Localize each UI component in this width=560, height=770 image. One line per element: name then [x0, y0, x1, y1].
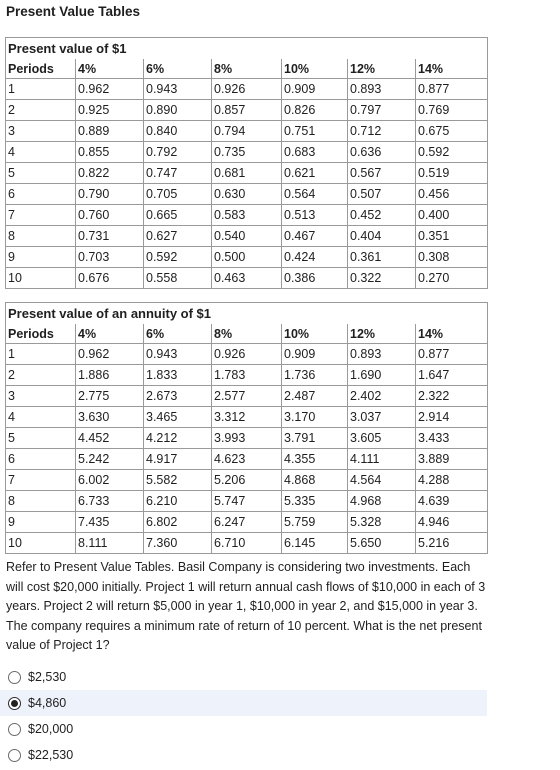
factor-cell: 0.540 — [212, 226, 282, 247]
table-row — [6, 142, 488, 163]
factor-cell: 3.312 — [212, 407, 282, 428]
period-cell: 7 — [6, 205, 76, 226]
table-row — [6, 344, 488, 365]
factor-cell: 3.465 — [144, 407, 212, 428]
factor-cell: 0.636 — [348, 142, 416, 163]
factor-cell: 0.797 — [348, 100, 416, 121]
rate-header: 14% — [416, 59, 488, 79]
factor-cell: 2.577 — [212, 386, 282, 407]
factor-cell: 0.962 — [76, 344, 144, 365]
page-title: Present Value Tables — [6, 4, 141, 19]
factor-cell: 0.926 — [212, 344, 282, 365]
factor-cell: 0.855 — [76, 142, 144, 163]
factor-cell: 0.386 — [282, 268, 348, 289]
factor-cell: 0.790 — [76, 184, 144, 205]
factor-cell: 3.433 — [416, 428, 488, 449]
rate-header: 4% — [76, 324, 144, 344]
factor-cell: 3.791 — [282, 428, 348, 449]
factor-cell: 0.404 — [348, 226, 416, 247]
table-row — [6, 365, 488, 386]
factor-cell: 5.650 — [348, 533, 416, 554]
factor-cell: 0.507 — [348, 184, 416, 205]
factor-cell: 5.216 — [416, 533, 488, 554]
period-cell: 4 — [6, 407, 76, 428]
factor-cell: 6.247 — [212, 512, 282, 533]
table-row — [6, 512, 488, 533]
factor-cell: 6.002 — [76, 470, 144, 491]
table-row — [6, 205, 488, 226]
option-label: $20,000 — [28, 722, 74, 736]
factor-cell: 0.890 — [144, 100, 212, 121]
factor-cell: 0.962 — [76, 79, 144, 100]
factor-cell: 0.909 — [282, 344, 348, 365]
factor-cell: 1.690 — [348, 365, 416, 386]
period-cell: 2 — [6, 365, 76, 386]
factor-cell: 0.361 — [348, 247, 416, 268]
rate-header: 10% — [282, 59, 348, 79]
factor-cell: 0.826 — [282, 100, 348, 121]
factor-cell: 0.943 — [144, 79, 212, 100]
factor-cell: 3.993 — [212, 428, 282, 449]
table-row — [6, 163, 488, 184]
period-cell: 1 — [6, 344, 76, 365]
rate-header: 10% — [282, 324, 348, 344]
period-cell: 6 — [6, 449, 76, 470]
factor-cell: 5.242 — [76, 449, 144, 470]
factor-cell: 2.775 — [76, 386, 144, 407]
table-row — [6, 470, 488, 491]
factor-cell: 6.802 — [144, 512, 212, 533]
table-title: Present value of an annuity of $1 — [6, 303, 488, 325]
factor-cell: 5.206 — [212, 470, 282, 491]
factor-cell: 3.170 — [282, 407, 348, 428]
answer-option[interactable] — [0, 716, 487, 742]
factor-cell: 1.886 — [76, 365, 144, 386]
radio-button[interactable] — [8, 723, 21, 736]
period-cell: 1 — [6, 79, 76, 100]
table-row — [6, 100, 488, 121]
factor-cell: 4.868 — [282, 470, 348, 491]
period-cell: 3 — [6, 121, 76, 142]
answer-option[interactable] — [0, 690, 487, 716]
factor-cell: 0.592 — [416, 142, 488, 163]
table-row — [6, 184, 488, 205]
period-cell: 7 — [6, 470, 76, 491]
periods-header: Periods — [6, 324, 76, 344]
factor-cell: 6.210 — [144, 491, 212, 512]
periods-header: Periods — [6, 59, 76, 79]
period-cell: 10 — [6, 268, 76, 289]
factor-cell: 0.564 — [282, 184, 348, 205]
radio-button[interactable] — [8, 671, 21, 684]
factor-cell: 0.456 — [416, 184, 488, 205]
factor-cell: 0.747 — [144, 163, 212, 184]
factor-cell: 5.328 — [348, 512, 416, 533]
option-label: $4,860 — [28, 696, 67, 710]
factor-cell: 0.665 — [144, 205, 212, 226]
factor-cell: 2.322 — [416, 386, 488, 407]
table-row — [6, 79, 488, 100]
factor-cell: 0.840 — [144, 121, 212, 142]
factor-cell: 0.683 — [282, 142, 348, 163]
factor-cell: 0.769 — [416, 100, 488, 121]
factor-cell: 0.424 — [282, 247, 348, 268]
period-cell: 2 — [6, 100, 76, 121]
factor-cell: 6.145 — [282, 533, 348, 554]
factor-cell: 0.705 — [144, 184, 212, 205]
factor-cell: 5.747 — [212, 491, 282, 512]
factor-cell: 3.630 — [76, 407, 144, 428]
factor-cell: 0.731 — [76, 226, 144, 247]
factor-cell: 4.946 — [416, 512, 488, 533]
present-value-table — [5, 37, 488, 289]
rate-header: 8% — [212, 324, 282, 344]
option-label: $2,530 — [28, 670, 67, 684]
question-text: Refer to Present Value Tables. Basil Company is considering two investments. Each will cost $20,000 initially. Project 1 will return annual cash flows of $10,000 in each of 3 years. Project 2 will return $5,000 in year 1, $10,000 in year 2, and $15,000 in year 3. The company requires a minimum rate of return of 10 percent. What is the net present value of Project 1? — [6, 560, 486, 652]
factor-cell: 0.893 — [348, 79, 416, 100]
factor-cell: 0.926 — [212, 79, 282, 100]
period-cell: 9 — [6, 247, 76, 268]
factor-cell: 0.877 — [416, 79, 488, 100]
factor-cell: 6.733 — [76, 491, 144, 512]
table-row — [6, 386, 488, 407]
factor-cell: 2.402 — [348, 386, 416, 407]
table-row — [6, 226, 488, 247]
factor-cell: 1.647 — [416, 365, 488, 386]
factor-cell: 0.308 — [416, 247, 488, 268]
rate-header: 6% — [144, 59, 212, 79]
factor-cell: 7.360 — [144, 533, 212, 554]
table-row — [6, 491, 488, 512]
table-row — [6, 428, 488, 449]
period-cell: 8 — [6, 226, 76, 247]
period-cell: 3 — [6, 386, 76, 407]
factor-cell: 0.943 — [144, 344, 212, 365]
table-row — [6, 121, 488, 142]
table-row — [6, 533, 488, 554]
factor-cell: 0.583 — [212, 205, 282, 226]
factor-cell: 0.893 — [348, 344, 416, 365]
factor-cell: 4.288 — [416, 470, 488, 491]
factor-cell: 0.558 — [144, 268, 212, 289]
factor-cell: 0.925 — [76, 100, 144, 121]
factor-cell: 0.270 — [416, 268, 488, 289]
factor-cell: 6.710 — [212, 533, 282, 554]
factor-cell: 4.917 — [144, 449, 212, 470]
factor-cell: 1.736 — [282, 365, 348, 386]
option-label: $22,530 — [28, 748, 74, 762]
factor-cell: 4.639 — [416, 491, 488, 512]
annuity-table — [5, 302, 488, 554]
radio-button[interactable] — [8, 697, 21, 710]
factor-cell: 2.673 — [144, 386, 212, 407]
factor-cell: 0.463 — [212, 268, 282, 289]
factor-cell: 4.111 — [348, 449, 416, 470]
factor-cell: 0.676 — [76, 268, 144, 289]
factor-cell: 0.909 — [282, 79, 348, 100]
factor-cell: 0.452 — [348, 205, 416, 226]
factor-cell: 0.681 — [212, 163, 282, 184]
factor-cell: 0.889 — [76, 121, 144, 142]
table-row — [6, 268, 488, 289]
rate-header: 14% — [416, 324, 488, 344]
factor-cell: 0.877 — [416, 344, 488, 365]
factor-cell: 0.500 — [212, 247, 282, 268]
rate-header: 12% — [348, 59, 416, 79]
factor-cell: 8.111 — [76, 533, 144, 554]
period-cell: 4 — [6, 142, 76, 163]
factor-cell: 0.857 — [212, 100, 282, 121]
factor-cell: 5.582 — [144, 470, 212, 491]
factor-cell: 3.605 — [348, 428, 416, 449]
answer-options — [0, 664, 487, 768]
factor-cell: 4.968 — [348, 491, 416, 512]
factor-cell: 0.794 — [212, 121, 282, 142]
factor-cell: 0.467 — [282, 226, 348, 247]
answer-option[interactable] — [0, 742, 487, 768]
radio-selected-dot — [11, 700, 18, 707]
factor-cell: 7.435 — [76, 512, 144, 533]
factor-cell: 4.564 — [348, 470, 416, 491]
factor-cell: 1.833 — [144, 365, 212, 386]
period-cell: 5 — [6, 163, 76, 184]
table-row — [6, 247, 488, 268]
table-row — [6, 449, 488, 470]
factor-cell: 0.675 — [416, 121, 488, 142]
factor-cell: 0.822 — [76, 163, 144, 184]
table-title: Present value of $1 — [6, 38, 488, 60]
factor-cell: 5.335 — [282, 491, 348, 512]
radio-button[interactable] — [8, 749, 21, 762]
factor-cell: 4.623 — [212, 449, 282, 470]
factor-cell: 4.452 — [76, 428, 144, 449]
factor-cell: 0.592 — [144, 247, 212, 268]
answer-option[interactable] — [0, 664, 487, 690]
period-cell: 9 — [6, 512, 76, 533]
period-cell: 6 — [6, 184, 76, 205]
factor-cell: 0.621 — [282, 163, 348, 184]
factor-cell: 0.513 — [282, 205, 348, 226]
factor-cell: 4.355 — [282, 449, 348, 470]
factor-cell: 3.889 — [416, 449, 488, 470]
factor-cell: 0.703 — [76, 247, 144, 268]
factor-cell: 0.751 — [282, 121, 348, 142]
rate-header: 12% — [348, 324, 416, 344]
factor-cell: 4.212 — [144, 428, 212, 449]
factor-cell: 3.037 — [348, 407, 416, 428]
factor-cell: 2.487 — [282, 386, 348, 407]
factor-cell: 0.735 — [212, 142, 282, 163]
table-row — [6, 407, 488, 428]
factor-cell: 0.519 — [416, 163, 488, 184]
period-cell: 8 — [6, 491, 76, 512]
factor-cell: 0.760 — [76, 205, 144, 226]
rate-header: 6% — [144, 324, 212, 344]
factor-cell: 1.783 — [212, 365, 282, 386]
period-cell: 10 — [6, 533, 76, 554]
factor-cell: 0.630 — [212, 184, 282, 205]
factor-cell: 5.759 — [282, 512, 348, 533]
factor-cell: 0.351 — [416, 226, 488, 247]
factor-cell: 2.914 — [416, 407, 488, 428]
factor-cell: 0.792 — [144, 142, 212, 163]
rate-header: 4% — [76, 59, 144, 79]
factor-cell: 0.400 — [416, 205, 488, 226]
factor-cell: 0.567 — [348, 163, 416, 184]
rate-header: 8% — [212, 59, 282, 79]
factor-cell: 0.627 — [144, 226, 212, 247]
factor-cell: 0.322 — [348, 268, 416, 289]
factor-cell: 0.712 — [348, 121, 416, 142]
period-cell: 5 — [6, 428, 76, 449]
